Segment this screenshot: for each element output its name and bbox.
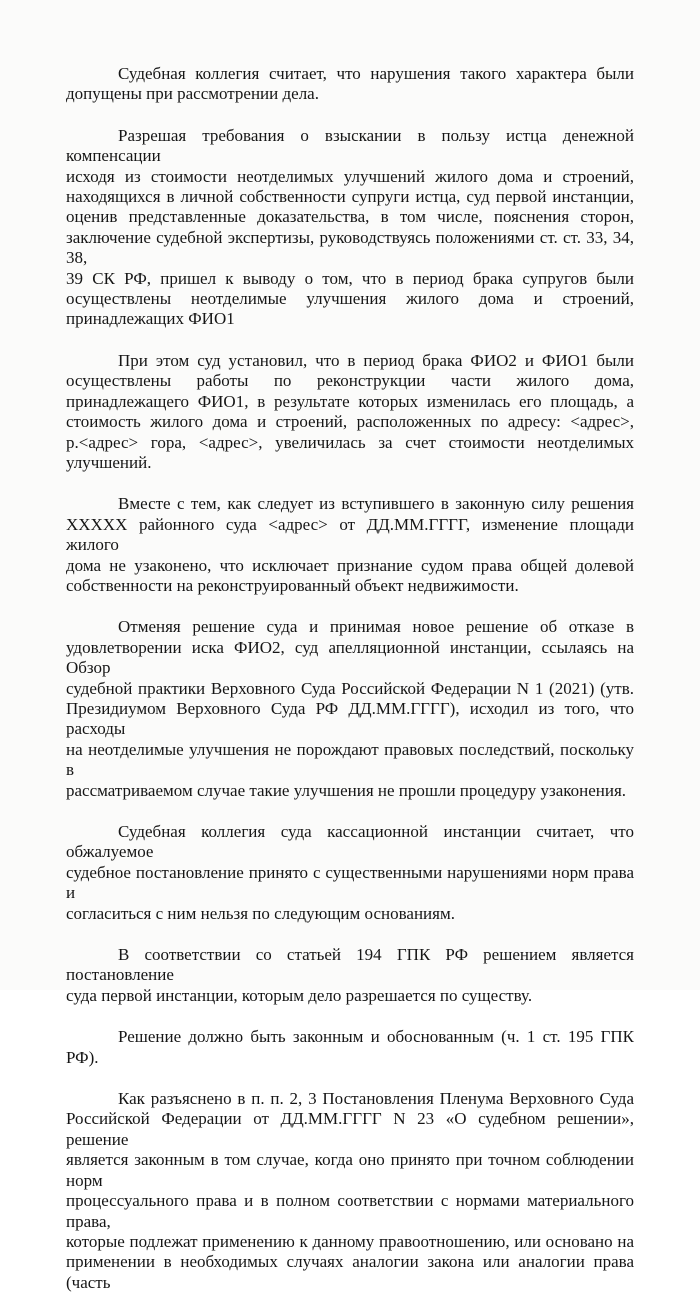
text-line: оценив представленные доказательства, в том числе, пояснения сторон, xyxy=(66,207,634,227)
text-line: При этом суд установил, что в период брака ФИО2 и ФИО1 были xyxy=(118,350,634,370)
text-line: В соответствии со статьей 194 ГПК РФ решением является постановление xyxy=(66,945,634,985)
text-line: Как разъяснено в п. п. 2, 3 Постановления Пленума Верховного Суда xyxy=(118,1089,634,1109)
text-line: применении в необходимых случаях аналогии закона или аналогии права (часть xyxy=(66,1252,634,1292)
paragraph-1 xyxy=(66,64,634,105)
text-line: находящихся в личной собственности супруги истца, суд первой инстанции, xyxy=(66,187,634,207)
text-line: Отменяя решение суда и принимая новое решение об отказе в xyxy=(118,617,634,637)
paragraph-7 xyxy=(66,945,634,1006)
text-line: допущены при рассмотрении дела. xyxy=(66,84,319,104)
text-line: улучшений. xyxy=(66,452,152,472)
text-line: исходя из стоимости неотделимых улучшений жилого дома и строений, xyxy=(66,166,634,186)
text-line: принадлежащих ФИО1 xyxy=(66,309,235,329)
paragraph-5 xyxy=(66,617,634,801)
text-line: согласиться с ним нельзя по следующим основаниям. xyxy=(66,903,455,923)
text-line: на неотделимые улучшения не порождают правовых последствий, поскольку в xyxy=(66,739,634,780)
paragraph-9 xyxy=(66,1089,634,1293)
text-line: является законным в том случае, когда оно принято при точном соблюдении норм xyxy=(66,1150,634,1190)
text-line: заключение судебной экспертизы, руководствуясь положениями ст. ст. 33, 34, 38, xyxy=(66,227,634,268)
text-line: Судебная коллегия считает, что нарушения такого характера были xyxy=(118,64,634,83)
text-line: которые подлежат применению к данному правоотношению, или основано на xyxy=(66,1231,634,1251)
text-line: 39 СК РФ, пришел к выводу о том, что в период брака супругов были xyxy=(66,268,634,288)
paragraph-2 xyxy=(66,126,634,330)
text-line: рассматриваемом случае такие улучшения не прошли процедуру узаконения. xyxy=(66,780,627,800)
text-line: Президиумом Верховного Суда РФ ДД.ММ.ГГГГ), исходил из того, что расходы xyxy=(66,698,634,739)
text-line: удовлетворении иска ФИО2, суд апелляционной инстанции, ссылаясь на Обзор xyxy=(66,637,634,678)
text-line: осуществлены работы по реконструкции части жилого дома, xyxy=(66,371,634,391)
paragraph-8 xyxy=(66,1027,634,1068)
text-line: XXXXX районного суда <адрес> от ДД.ММ.ГГГГ, изменение площади жилого xyxy=(66,514,634,555)
text-line: дома не узаконено, что исключает признание судом права общей долевой xyxy=(66,555,634,575)
text-line: принадлежащего ФИО1, в результате которых изменилась его площадь, а xyxy=(66,391,634,411)
text-line: процессуального права и в полном соответствии с нормами материального права, xyxy=(66,1191,634,1231)
text-line: Российской Федерации от ДД.ММ.ГГГГ N 23 «О судебном решении», решение xyxy=(66,1109,634,1149)
text-line: стоимость жилого дома и строений, расположенных по адресу: <адрес>, xyxy=(66,412,634,432)
paragraph-3 xyxy=(66,351,634,473)
text-line: Разрешая требования о взыскании в пользу истца денежной компенсации xyxy=(66,125,634,166)
paragraph-4 xyxy=(66,494,634,596)
text-line: р.<адрес> гора, <адрес>, увеличилась за счет стоимости неотделимых xyxy=(66,432,634,452)
paragraph-6 xyxy=(66,822,634,924)
text-line: Вместе с тем, как следует из вступившего в законную силу решения xyxy=(118,494,634,514)
text-line: Решение должно быть законным и обоснованным (ч. 1 ст. 195 ГПК РФ). xyxy=(66,1027,634,1067)
text-line: осуществлены неотделимые улучшения жилого дома и строений, xyxy=(66,289,634,309)
text-line: суда первой инстанции, которым дело разрешается по существу. xyxy=(66,985,533,1005)
text-line: судебной практики Верховного Суда Российской Федерации N 1 (2021) (утв. xyxy=(66,678,634,698)
text-line: собственности на реконструированный объект недвижимости. xyxy=(66,575,519,595)
text-line: Судебная коллегия суда кассационной инстанции считает, что обжалуемое xyxy=(66,822,634,862)
text-line: судебное постановление принято с существенными нарушениями норм права и xyxy=(66,862,634,903)
